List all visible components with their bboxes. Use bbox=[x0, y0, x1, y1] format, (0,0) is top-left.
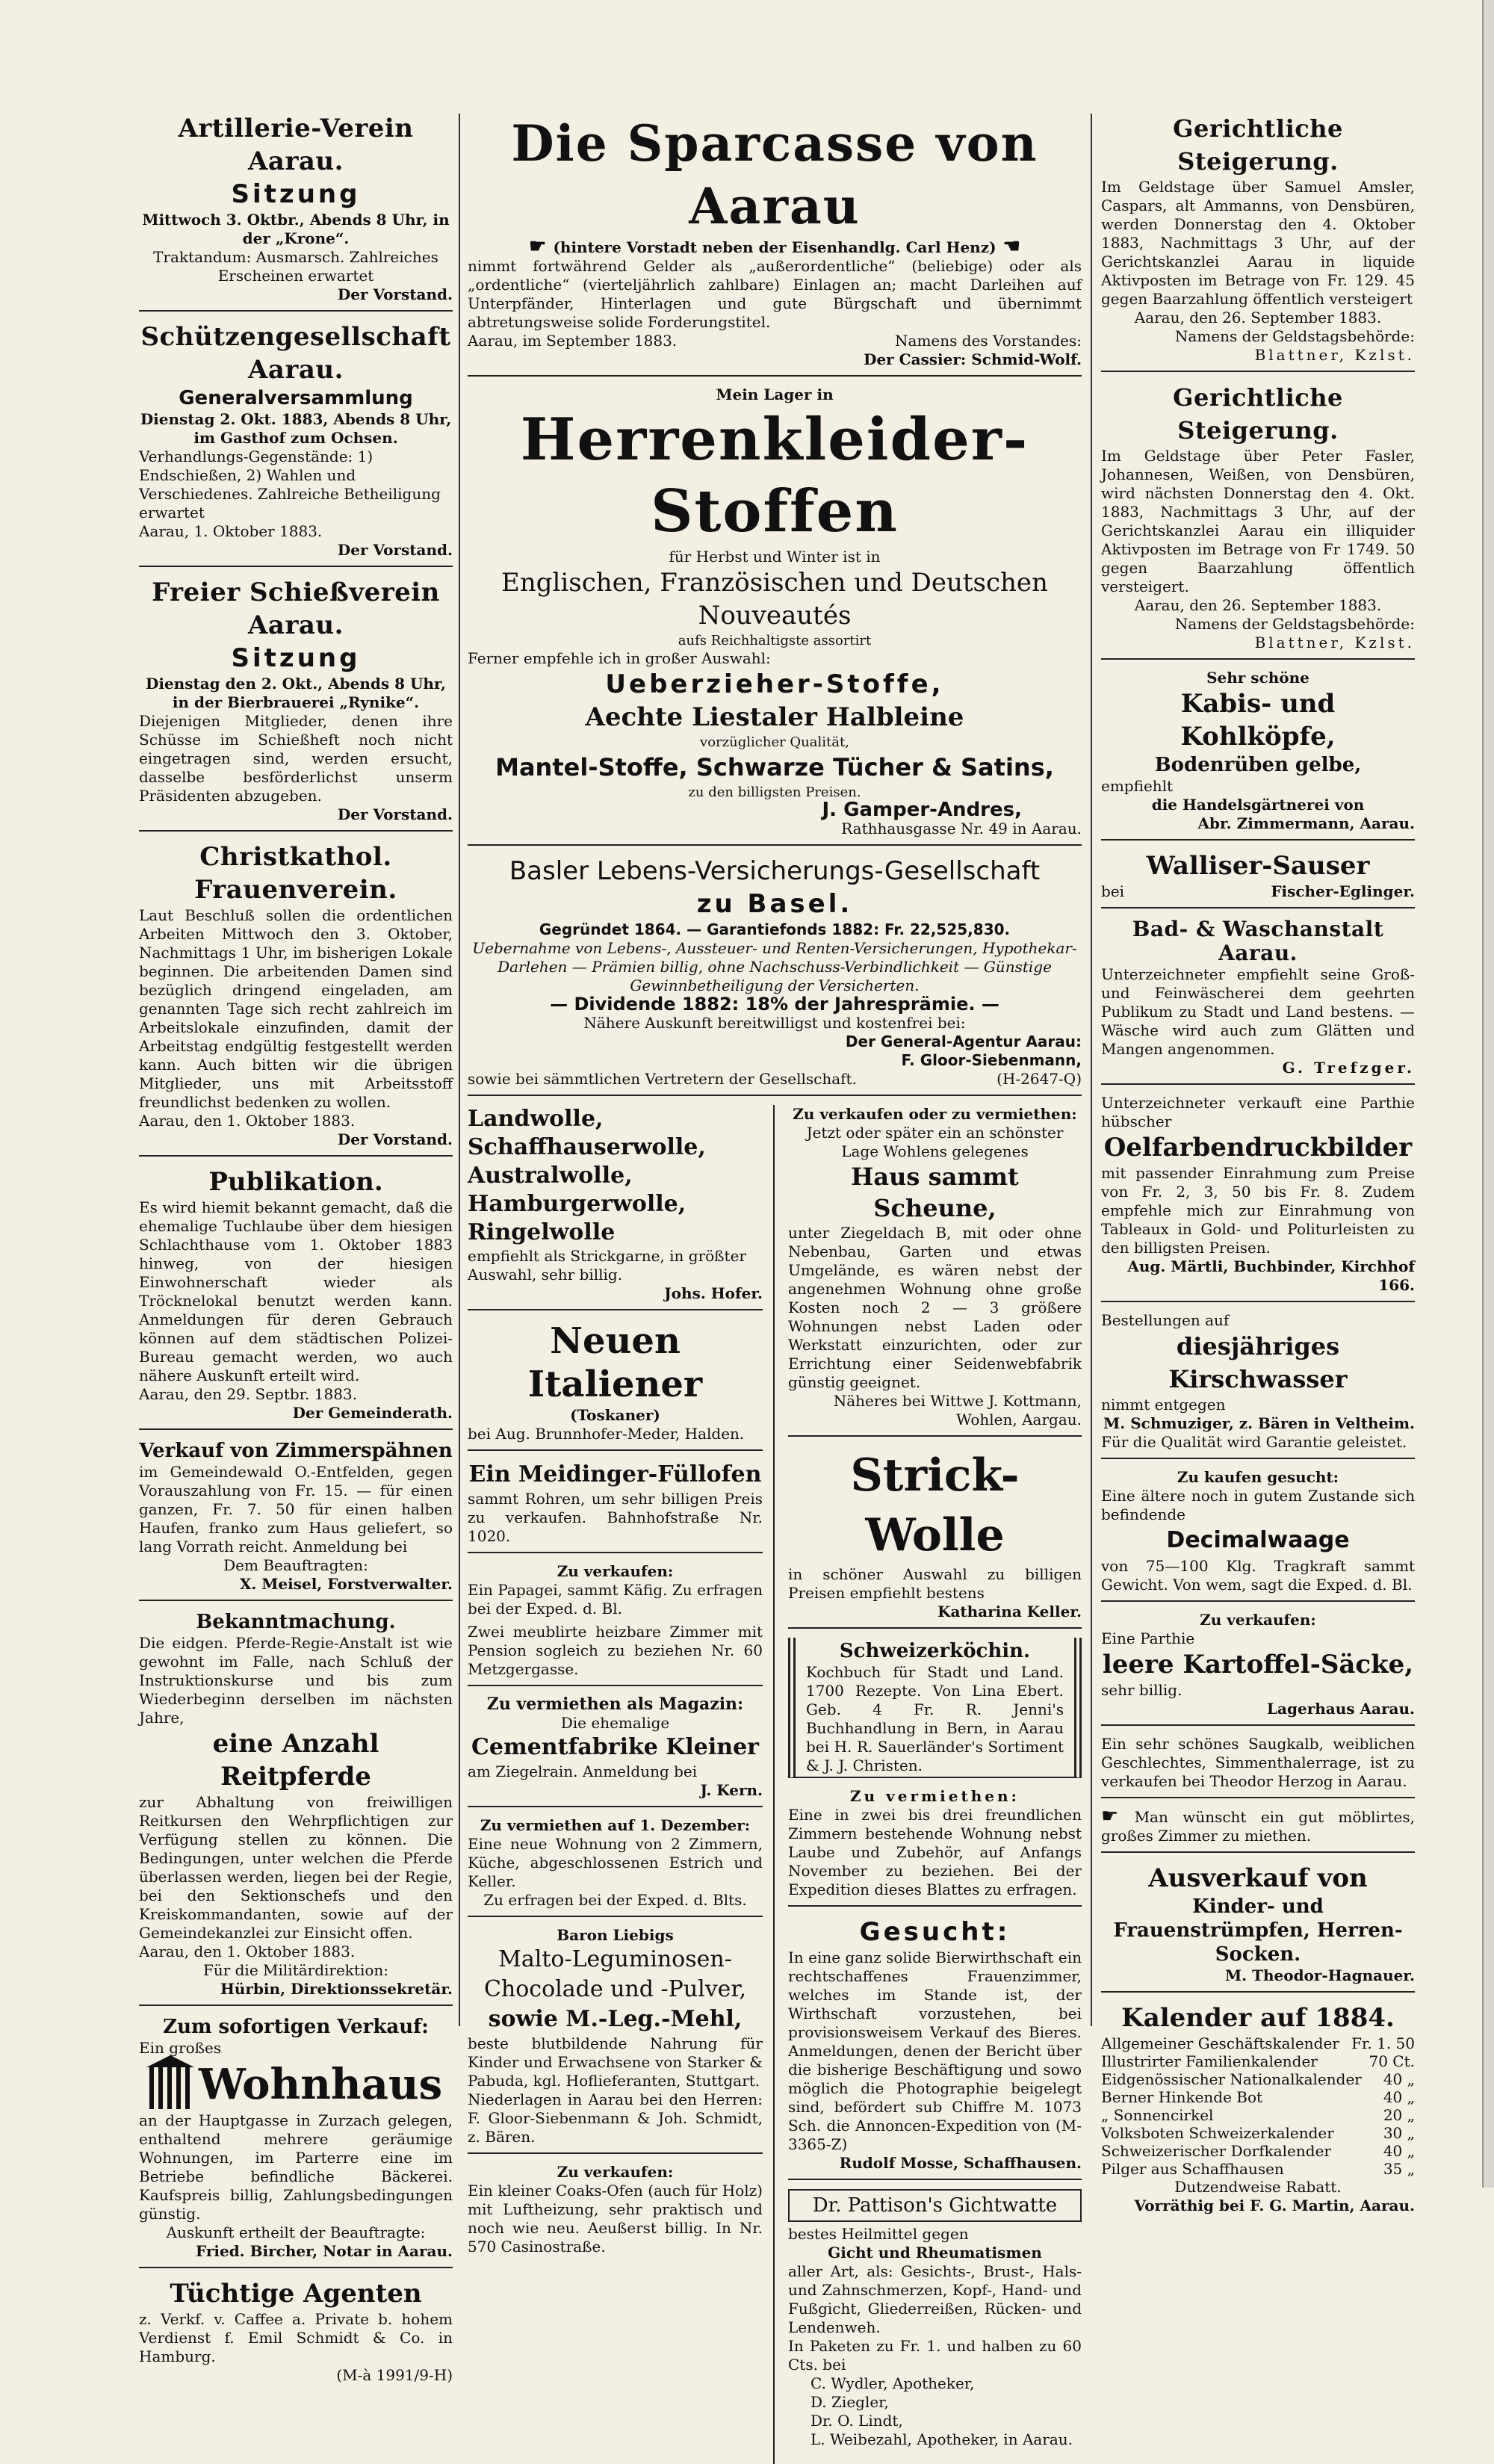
ad-text: ☛ Man wünscht ein gut möblirtes, großes Zimmer zu miethen. bbox=[1101, 1805, 1416, 1845]
calendar-row: Schweizerischer Dorfkalender 40 „ bbox=[1101, 2142, 1415, 2160]
ad-headline: sowie M.-Leg.-Mehl, bbox=[488, 2006, 743, 2032]
ad-oelfarben bbox=[1101, 1094, 1415, 1302]
ad-headline: Neuen Italiener bbox=[527, 1320, 703, 1405]
ad-text: Uebernahme von Lebens-, Aussteuer- und Renten-Versicherungen, Hypothekar-Darlehen — Prämien billig, ohne Nachschuss-Verbindlichkeit — Günstige Gewinnbetheiligung der Versicherten. bbox=[472, 939, 1077, 994]
ad-headline: eine Anzahl Reitpferde bbox=[212, 1729, 379, 1792]
ad-text: Ein sehr schönes Saugkalb, weiblichen Geschlechtes, Simmenthalerrage, ist zu verkaufen bei Theodor Herzog in Aarau. bbox=[1101, 1735, 1415, 1790]
ad-headline bbox=[139, 2058, 453, 2111]
pointing-hand-icon: ☚ bbox=[996, 235, 1020, 258]
ad-sparcasse bbox=[468, 112, 1082, 377]
ad-schiessverein bbox=[139, 576, 453, 832]
ad-papagei bbox=[468, 1562, 763, 1686]
ad-pre: Die ehemalige bbox=[560, 1714, 670, 1732]
ad-text: sehr billig. bbox=[1101, 1681, 1183, 1699]
ad-text: bei Aug. Brunnhofer-Meder, Halden. bbox=[468, 1425, 745, 1443]
ad-text: Verhandlungs-Gegenstände: 1) Endschießen, 2) Wahlen und Verschiedenes. Zahlreiche Betheiligung erwartet bbox=[139, 448, 441, 521]
ad-heading: Zu verkaufen: bbox=[557, 1562, 674, 1580]
ad-sub: (Toskaner) bbox=[570, 1406, 660, 1424]
ad-gesucht bbox=[788, 1916, 1082, 2180]
ad-text: Diejenigen Mitglieder, denen ihre Schüsse im Schießheft noch nicht eingetragen sind, werden ersucht, dasselbe besförderlichst unserm Präsidenten abzugeben. bbox=[139, 712, 453, 805]
ad-footer bbox=[1101, 882, 1415, 901]
ad-line: für Herbst und Winter ist in bbox=[669, 548, 881, 566]
ad-text: z. Verkf. v. Caffee a. Private b. hohem Verdienst f. Emil Schmidt & Co. in Hamburg. bbox=[139, 2310, 453, 2365]
ad-text: In eine ganz solide Bierwirthschaft ein rechtschaffenes Frauenzimmer, welches im Stande ist, der Wirthschaft vorzustehen, bei provisionsweisem Verkauf des Bieres. Anmeldungen, denen der Bericht über die bisherige Beschäftigung und sowo möglich die Photographie beigelegt sind, befördert sub Chiffre M. 1073 Sch. die Annoncen-Expedition von (M-3365-Z) bbox=[787, 1948, 1082, 2153]
ad-headline: Schweizerköchin. bbox=[839, 1640, 1031, 1662]
ad-kalender bbox=[1101, 2002, 1415, 2221]
column-rule bbox=[1091, 114, 1092, 2026]
ad-title: zu Basel. bbox=[696, 889, 853, 919]
ad-strickwolle bbox=[788, 1446, 1082, 1629]
ad-text: mit passender Einrahmung zum Preise von Fr. 2, 3, 50 bis Fr. 8. Zudem empfehle mich zur Einrahmung von Tableaux in Gold- und Politurleisten zu den billigsten Preisen. bbox=[1101, 1164, 1415, 1257]
ad-signature: F. Gloor-Siebenmann, bbox=[901, 1051, 1082, 1069]
ad-headline: Dr. Pattison's Gichtwatte bbox=[788, 2189, 1082, 2222]
column-middle bbox=[468, 112, 1082, 2464]
ad-italiener bbox=[468, 1319, 763, 1451]
ad-title: Die Sparcasse von Aarau bbox=[511, 114, 1038, 235]
ad-text: in schöner Auswahl zu billigen Preisen empfiehlt bestens bbox=[787, 1565, 1082, 1602]
ad-text: nimmt fortwährend Gelder als „außerordentliche“ (beliebige) oder als „ordentliche“ (vierteljährlich zahlbare) Einlagen an; macht Darleihen auf Unterpfänder, Hinterlagen und gute Bürgschaft und übernimmt abtretungsweise solide Forderungstitel. bbox=[468, 257, 1082, 331]
ad-headline: Aechte Liestaler Halbleine bbox=[585, 702, 964, 732]
seller: L. Weibezahl, Apotheker, in Aarau. bbox=[810, 2430, 1073, 2448]
column-left bbox=[139, 112, 453, 2400]
ad-vermiethen bbox=[788, 1787, 1082, 1907]
ad-text: Im Geldstage über Peter Fasler, Johannesen, Weißen, von Densbüren, wird nächsten Donnerstag den 4. Okt. 1883, Nachmittags 3 Uhr, auf der Gerichtskanzlei Aarau ein illiquider Aktivposten im Betrage von Fr 1749. 50 gegen Baarzahlung öffentlich versteigert. bbox=[1101, 447, 1415, 595]
ad-wolle bbox=[468, 1105, 763, 1310]
ad-signature: Abr. Zimmermann, Aarau. bbox=[1197, 814, 1415, 832]
ad-text: Eine in zwei bis drei freundlichen Zimmern bestehende Wohnung nebst Laube und Zubehör, auf Anfangs November zu beziehen. Bei der Expedition dieses Blattes zu erfragen. bbox=[787, 1806, 1082, 1898]
ad-text: beste blutbildende Nahrung für Kinder und Erwachsene von Starker & Pabuda, kgl. Hoflieferanten, Stuttgart. bbox=[468, 2034, 763, 2090]
ad-text: Für die Qualität wird Garantie geleistet. bbox=[1101, 1433, 1407, 1451]
ad-bekanntmachung bbox=[139, 1610, 453, 2006]
calendar-row: „ Sonnencirkel 20 „ bbox=[1101, 2106, 1415, 2124]
house-icon bbox=[149, 2066, 191, 2109]
seller: Dr. O. Lindt, bbox=[810, 2412, 903, 2430]
ad-date: Aarau, den 29. Septbr. 1883. bbox=[139, 1385, 358, 1403]
ad-dividend: — Dividende 1882: 18% der Jahresprämie. — bbox=[550, 994, 999, 1015]
ad-gamper bbox=[468, 386, 1082, 846]
middle-split bbox=[468, 1105, 1082, 2464]
ad-haus bbox=[788, 1105, 1082, 1437]
ad-line: zu den billigsten Preisen. bbox=[688, 784, 861, 800]
ad-headline: Ein Meidinger-Füllofen bbox=[468, 1461, 762, 1488]
ad-code: (M-à 1991/9-H) bbox=[336, 2366, 453, 2384]
ad-title: Bad- & Waschanstalt Aarau. bbox=[1132, 917, 1384, 965]
ad-headline-text: Wohnhaus bbox=[198, 2060, 443, 2109]
wolle-item: Schaffhauserwolle, bbox=[468, 1134, 706, 1160]
ad-wohnhaus bbox=[139, 2015, 453, 2268]
ad-pre: Baron Liebigs bbox=[557, 1926, 674, 1944]
ad-fuellofen bbox=[468, 1460, 763, 1553]
ad-text: Es wird hiemit bekannt gemacht, daß die ehemalige Tuchlaube über dem hiesigen Schlachthause vom 1. Oktober 1883 hinweg, von der hiesigen Einwohnerschaft wieder als Tröcknelokal benutzt werden kann. Anmeldungen für deren Gebrauch können auf dem städtischen Polizei-Bureau gemacht werden, wo auch nähere Auskunft erteilt wird. bbox=[139, 1198, 453, 1384]
ad-sauser bbox=[1101, 849, 1415, 908]
ad-signature: Der Vorstand. bbox=[337, 805, 453, 823]
ad-headline: Haus sammt Scheune, bbox=[851, 1163, 1019, 1222]
ad-liebig bbox=[468, 1926, 763, 2154]
ad-text: unter Ziegeldach B, mit oder ohne Nebenbau, Garten und etwas Umgelände, es wären nebst der angenehmen Wohnung ohne große Kosten noch 2 — 3 größere Wohnungen nebst Laden oder Werkstatt einzurichten, oder zur Errichtung einer Seidenwebfabrik günstig geeignet. bbox=[787, 1224, 1082, 1391]
ad-line: Auskunft ertheilt der Beauftragte: bbox=[166, 2223, 426, 2241]
ad-heading: Zum sofortigen Verkauf: bbox=[163, 2016, 429, 2038]
ad-title: Bekanntmachung. bbox=[196, 1611, 396, 1633]
ad-line: Der General-Agentur Aarau: bbox=[845, 1033, 1082, 1050]
ad-title: Freier Schießverein Aarau. bbox=[152, 578, 440, 640]
ad-line: Namens des Vorstandes: bbox=[895, 332, 1082, 350]
ad-text: Eine neue Wohnung von 2 Zimmern, Küche, abgeschlossenen Estrich und Keller. bbox=[468, 1835, 763, 1890]
ad-date: Aarau, im September 1883. bbox=[468, 332, 678, 350]
ad-kirschwasser bbox=[1101, 1311, 1415, 1459]
ad-when: Dienstag 2. Okt. 1883, Abends 8 Uhr, im Gasthof zum Ochsen. bbox=[140, 410, 452, 447]
ad-title: Christkathol. Frauenverein. bbox=[194, 842, 397, 905]
ad-text: empfiehlt als Strickgarne, in größter Auswahl, sehr billig. bbox=[468, 1247, 746, 1284]
ad-signature: Fried. Bircher, Notar in Aarau. bbox=[195, 2242, 453, 2260]
ad-title: Verkauf von Zimmerspähnen bbox=[139, 1440, 453, 1462]
ad-signature: M. Theodor-Hagnauer. bbox=[1225, 1966, 1415, 1984]
page-edge bbox=[1482, 0, 1494, 2188]
ad-line: Dem Beauftragten: bbox=[223, 1556, 368, 1574]
ad-title: Schützengesellschaft Aarau. bbox=[140, 322, 451, 385]
ad-coaks bbox=[468, 2163, 763, 2262]
ad-pattison bbox=[788, 2189, 1082, 2455]
ad-line: vorzüglicher Qualität, bbox=[700, 734, 849, 750]
ad-headline: Ueberzieher-Stoffe, bbox=[605, 669, 944, 699]
ad-signature: Der Vorstand. bbox=[337, 1130, 453, 1148]
ad-text: Näheres bei Wittwe J. Kottmann, Wohlen, Aargau. bbox=[833, 1392, 1082, 1428]
wolle-item: Ringelwolle bbox=[468, 1219, 616, 1245]
ad-heading: Zu verkaufen: bbox=[1200, 1611, 1316, 1629]
ad-text: zur Abhaltung von freiwilligen Reitkursen den Wehrpflichtigen zur Verfügung stellen zu können. Die Bedingungen, unter welchen die Pferde überlassen werden, liegen bei der Regie, bei den Sektionschefs und den Kreiskommandanten, sowie auf der Gemeindekanzlei zur Einsicht offen. bbox=[139, 1793, 453, 1942]
ad-title: Gerichtliche Steigerung. bbox=[1173, 383, 1343, 445]
ad-headline: diesjähriges Kirschwasser bbox=[1168, 1332, 1348, 1393]
ad-heading: Sitzung bbox=[231, 643, 361, 673]
ad-line: bestes Heilmittel gegen bbox=[787, 2225, 969, 2243]
ad-pre: Eine Parthie bbox=[1101, 1629, 1195, 1647]
ad-schuetzen bbox=[139, 321, 453, 567]
ad-text: von 75—100 Klg. Tragkraft sammt Gewicht. Von wem, sagt die Exped. d. Bl. bbox=[1101, 1557, 1415, 1594]
ad-headline: Bodenrüben gelbe, bbox=[1154, 754, 1362, 776]
ad-pre: Sehr schöne bbox=[1206, 669, 1309, 687]
ad-line: Namens der Geldstagsbehörde: bbox=[1174, 327, 1415, 345]
ad-kabis bbox=[1101, 669, 1415, 841]
ad-headline: Ausverkauf von bbox=[1148, 1863, 1368, 1893]
ad-signature: Fischer-Eglinger. bbox=[1271, 882, 1415, 900]
ad-signature: Katharina Keller. bbox=[937, 1603, 1082, 1621]
ad-signature: Der Vorstand. bbox=[337, 285, 453, 303]
seller: C. Wydler, Apotheker, bbox=[810, 2374, 975, 2392]
ad-text: Jetzt oder später ein an schönster Lage Wohlens gelegenes bbox=[806, 1124, 1064, 1160]
ad-heading: Zu kaufen gesucht: bbox=[1177, 1468, 1339, 1486]
ad-headline: Walliser-Sauser bbox=[1146, 851, 1370, 881]
ad-headline: Malto-Leguminosen-Chocolade und -Pulver, bbox=[483, 1946, 747, 2002]
ad-title: Artillerie-Verein Aarau. bbox=[178, 114, 414, 176]
ad-magazin bbox=[468, 1695, 763, 1807]
ad-line: Für die Militärdirektion: bbox=[202, 1961, 389, 1979]
ad-signature: X. Meisel, Forstverwalter. bbox=[239, 1575, 453, 1593]
ad-ausverkauf bbox=[1101, 1862, 1415, 1993]
ad-text: Nähere Auskunft bereitwilligst und kostenfrei bei: bbox=[583, 1014, 966, 1032]
calendar-row: Pilger aus Schaffhausen 35 „ bbox=[1101, 2160, 1415, 2178]
ad-signature: Lagerhaus Aarau. bbox=[1266, 1700, 1415, 1718]
ad-steigerung-2 bbox=[1101, 381, 1415, 660]
ad-signature: Rudolf Mosse, Schaffhausen. bbox=[839, 2154, 1082, 2172]
ad-footer bbox=[468, 332, 1082, 350]
ad-text: Die eidgen. Pferde-Regie-Anstalt ist wie gewohnt im Falle, nach Schluß der Instruktionskurse und bis zum Wiederbeginn derselben im nächsten Jahre, bbox=[139, 1634, 453, 1727]
wolle-item: Hamburgerwolle, bbox=[468, 1191, 686, 1217]
ad-decimalwaage bbox=[1101, 1468, 1415, 1602]
ad-headline: Decimalwaage bbox=[1166, 1527, 1350, 1553]
ad-note: Dutzendweise Rabatt. bbox=[1174, 2178, 1342, 2196]
ad-dezember bbox=[468, 1816, 763, 1917]
wolle-item: Landwolle, bbox=[468, 1106, 604, 1132]
ad-title: Gerichtliche Steigerung. bbox=[1173, 114, 1343, 176]
ad-signature: M. Schmuziger, z. Bären in Veltheim. bbox=[1103, 1414, 1415, 1432]
ad-footer bbox=[468, 1070, 1082, 1089]
ad-zimmerspaene bbox=[139, 1439, 453, 1601]
ad-date: Aarau, 1. Oktober 1883. bbox=[139, 522, 323, 540]
ad-headline: Cementfabrike Kleiner bbox=[471, 1734, 759, 1760]
ad-pre: Mein Lager in bbox=[716, 386, 834, 403]
ad-text: Zu erfragen bei der Exped. d. Blts. bbox=[483, 1891, 747, 1909]
middle-left bbox=[468, 1105, 775, 2464]
ad-koechin bbox=[788, 1638, 1082, 1778]
ad-text: im Gemeindewald O.-Entfelden, gegen Vorauszahlung von Fr. 15. — für einen ganzen, Fr. 7. 50 für einen halben Haufen, franko zum Haus geliefert, so lang Vorrath reicht. Anmeldung bei bbox=[139, 1463, 453, 1556]
ad-saecke bbox=[1101, 1611, 1415, 1726]
ad-text: Ein kleiner Coaks-Ofen (auch für Holz) mit Luftheizung, sehr praktisch und noch wie neu. Aeußerst billig. In Nr. 570 Casinostraße. bbox=[468, 2182, 763, 2256]
ad-pre: Bestellungen auf bbox=[1101, 1311, 1230, 1329]
ad-text: aller Art, als: Gesichts-, Brust-, Hals- und Zahnschmerzen, Kopf-, Hand- und Fußgicht, Gliederreißen, Rücken- und Lendenweh. bbox=[787, 2262, 1082, 2336]
ad-headline: Kabis- und Kohlköpfe, bbox=[1180, 689, 1336, 752]
pointing-hand-icon: ☛ bbox=[529, 235, 554, 258]
ad-heading: Zu vermiethen als Magazin: bbox=[486, 1694, 744, 1714]
ad-text: Laut Beschluß sollen die ordentlichen Arbeiten Mittwoch den 3. Oktober, Nachmittags 1 Uhr, im bisherigen Lokale beginnen. Die arbeitenden Damen sind bezüglich dringend eingeladen, am genannten Tage sich recht zahlreich im Arbeitslokale einzufinden, damit der Arbeitstag endgültig festgestellt werden kann. Auch bitten wir die übrigen Mitglieder, uns mit Arbeitsstoff freundlichst bedenken zu wollen. bbox=[139, 906, 453, 1111]
ad-text: Zwei meublirte heizbare Zimmer mit Pension sogleich zu beziehen Nr. 60 Metzgergasse. bbox=[468, 1623, 763, 1678]
ad-code: (H-2647-Q) bbox=[996, 1070, 1082, 1088]
ad-artillerie bbox=[139, 112, 453, 312]
ad-title: Kalender auf 1884. bbox=[1121, 2003, 1395, 2033]
ad-address: Rathhausgasse Nr. 49 in Aarau. bbox=[841, 820, 1082, 838]
ad-saugkalb bbox=[1101, 1735, 1415, 1798]
ad-signature: Blattner, Kzlst. bbox=[1254, 634, 1415, 651]
ad-text: Im Geldstage über Samuel Amsler, Caspars, alt Ammanns, von Densbüren, werden Donnerstag den 4. Oktober 1883, Nachmittags 3 Uhr, auf der Gerichtskanzlei Aarau in liquide Aktivposten im Betrage von Fr. 129. 45 gegen Baarzahlung öffentlich versteigert bbox=[1101, 178, 1415, 308]
ad-frauenverein bbox=[139, 841, 453, 1157]
ad-headline: Oelfarbendruckbilder bbox=[1103, 1133, 1413, 1163]
ad-signature: Der Cassier: Schmid-Wolf. bbox=[864, 350, 1082, 368]
ad-title: Tüchtige Agenten bbox=[170, 2279, 422, 2309]
middle-right bbox=[788, 1105, 1082, 2464]
ad-headline: Kinder- und Frauenstrümpfen, Herren-Socken. bbox=[1113, 1895, 1403, 1966]
ad-heading: Zu verkaufen: bbox=[557, 2163, 674, 2181]
ad-headline: Gesucht: bbox=[859, 1917, 1011, 1947]
ad-signature: Der Gemeinderath. bbox=[292, 1404, 453, 1422]
calendar-row: Berner Hinkende Bot 40 „ bbox=[1101, 2088, 1415, 2106]
ad-text: Traktandum: Ausmarsch. Zahlreiches Erscheinen erwartet bbox=[153, 248, 438, 285]
ad-text: bei bbox=[1101, 882, 1125, 900]
column-right bbox=[1101, 112, 1415, 2230]
ad-headline: Herrenkleider-Stoffen bbox=[520, 406, 1029, 545]
ad-text: an der Hauptgasse in Zurzach gelegen, enthaltend mehrere geräumige Wohnungen, im Parterre eine im Betriebe befindliche Bäckerei. Kaufspreis billig, Zahlungsbedingungen günstig. bbox=[139, 2111, 453, 2223]
ad-steigerung-1 bbox=[1101, 112, 1415, 372]
ad-line: Gicht und Rheumatismen bbox=[828, 2244, 1042, 2262]
seller: D. Ziegler, bbox=[810, 2393, 889, 2411]
ad-text: empfiehlt bbox=[1101, 777, 1174, 795]
ad-signature: Hürbin, Direktionssekretär. bbox=[220, 1980, 453, 1998]
ad-text: nimmt entgegen bbox=[1101, 1396, 1226, 1414]
ad-signature: G. Trefzger. bbox=[1282, 1059, 1415, 1077]
ad-basler bbox=[468, 855, 1082, 1096]
calendar-row: Allgemeiner Geschäftskalender Fr. 1. 50 bbox=[1101, 2034, 1415, 2052]
ad-text: Unterzeichneter empfiehlt seine Groß- und Feinwäscherei dem geehrten Publikum zu Stadt und Land bestens. — Wäsche wird auch zum Glätten und Mangen angenommen. bbox=[1101, 965, 1415, 1058]
ad-text: In Paketen zu Fr. 1. und halben zu 60 Cts. bei bbox=[787, 2337, 1082, 2374]
ad-title: Publikation. bbox=[208, 1167, 383, 1197]
ad-date: Aarau, den 1. Oktober 1883. bbox=[139, 1112, 356, 1130]
ad-text: sammt Rohren, um sehr billigen Preis zu verkaufen. Bahnhofstraße Nr. 1020. bbox=[468, 1490, 763, 1545]
ad-line: die Handelsgärtnerei von bbox=[1151, 796, 1365, 814]
calendar-row: Eidgenössischer Nationalkalender 40 „ bbox=[1101, 2070, 1415, 2088]
ad-signature: J. Gamper-Andres, bbox=[822, 799, 1022, 821]
ad-text: Kochbuch für Stadt und Land. 1700 Rezepte. Von Lina Ebert. Geb. 4 Fr. R. Jenni's Buchhandlung in Bern, in Aarau bei H. R. Sauerländer's Sortiment & J. J. Christen. bbox=[805, 1663, 1064, 1774]
ad-heading: Zu vermiethen auf 1. Dezember: bbox=[480, 1816, 751, 1834]
ad-line: Ferner empfehle ich in großer Auswahl: bbox=[468, 649, 771, 667]
ad-text: Ein Papagei, sammt Käfig. Zu erfragen bei der Exped. d. Bl. bbox=[468, 1581, 763, 1618]
ad-when: Mittwoch 3. Oktbr., Abends 8 Uhr, in der „Krone“. bbox=[142, 211, 450, 247]
ad-signature: Der Vorstand. bbox=[337, 541, 453, 559]
ad-line: Englischen, Französischen und Deutschen Nouveautés bbox=[501, 568, 1048, 631]
ad-headline: Mantel-Stoffe, Schwarze Tücher & Satins, bbox=[495, 753, 1054, 781]
ad-headline: leere Kartoffel-Säcke, bbox=[1102, 1650, 1414, 1680]
ad-headline: Strick-Wolle bbox=[850, 1449, 1020, 1561]
ad-heading: Generalversammlung bbox=[179, 387, 413, 409]
ad-founded: Gegründet 1864. — Garantiefonds 1882: Fr. 22,525,830. bbox=[539, 920, 1011, 938]
ad-heading: Zu vermiethen: bbox=[850, 1787, 1020, 1805]
ad-bad bbox=[1101, 917, 1415, 1085]
ad-pre: Ein großes bbox=[139, 2039, 222, 2057]
ad-agenten bbox=[139, 2277, 453, 2391]
ad-zimmer-gesucht bbox=[1101, 1807, 1415, 1853]
wolle-item: Australwolle, bbox=[468, 1163, 633, 1189]
ad-line: aufs Reichhaltigste assortirt bbox=[678, 633, 872, 648]
ad-date: Aarau, den 26. September 1883. bbox=[1134, 309, 1382, 326]
calendar-row: Volksboten Schweizerkalender 30 „ bbox=[1101, 2124, 1415, 2142]
ad-signature: Vorräthig bei F. G. Martin, Aarau. bbox=[1134, 2197, 1415, 2214]
ad-signature: Aug. Märtli, Buchbinder, Kirchhof 166. bbox=[1127, 1257, 1415, 1294]
pointing-hand-icon: ☛ bbox=[1101, 1805, 1135, 1827]
ad-text: Niederlagen in Aarau bei den Herren: F. Gloor-Siebenmann & Joh. Schmidt, z. Bären. bbox=[468, 2090, 763, 2146]
ad-text: am Ziegelrain. Anmeldung bei bbox=[468, 1762, 698, 1780]
calendar-row: Illustrirter Familienkalender 70 Ct. bbox=[1101, 2052, 1415, 2070]
ad-signature: Johs. Hofer. bbox=[664, 1284, 763, 1302]
ad-text: Unterzeichneter verkauft eine Parthie hübscher bbox=[1101, 1094, 1415, 1130]
ad-text: Eine ältere noch in gutem Zustande sich befindende bbox=[1101, 1487, 1415, 1523]
ad-signature: Blattner, Kzlst. bbox=[1254, 346, 1415, 364]
ad-tail: sowie bei sämmtlichen Vertretern der Gesellschaft. bbox=[468, 1070, 857, 1088]
ad-heading: Zu verkaufen oder zu vermiethen: bbox=[793, 1105, 1077, 1123]
column-rule bbox=[459, 114, 460, 2026]
ad-heading: Sitzung bbox=[231, 179, 361, 209]
ad-date: Aarau, den 1. Oktober 1883. bbox=[139, 1943, 356, 1960]
ad-title: Basler Lebens-Versicherungs-Gesellschaft bbox=[509, 856, 1041, 886]
ad-line: Namens der Geldstagsbehörde: bbox=[1174, 615, 1415, 633]
ad-when: Dienstag den 2. Okt., Abends 8 Uhr, in der Bierbrauerei „Rynike“. bbox=[146, 675, 446, 711]
ad-signature: J. Kern. bbox=[700, 1781, 763, 1799]
ad-address: ☛ (hintere Vorstadt neben der Eisenhandlg. Carl Henz) ☚ bbox=[529, 235, 1020, 258]
ad-publikation bbox=[139, 1166, 453, 1430]
ad-date: Aarau, den 26. September 1883. bbox=[1134, 596, 1382, 614]
